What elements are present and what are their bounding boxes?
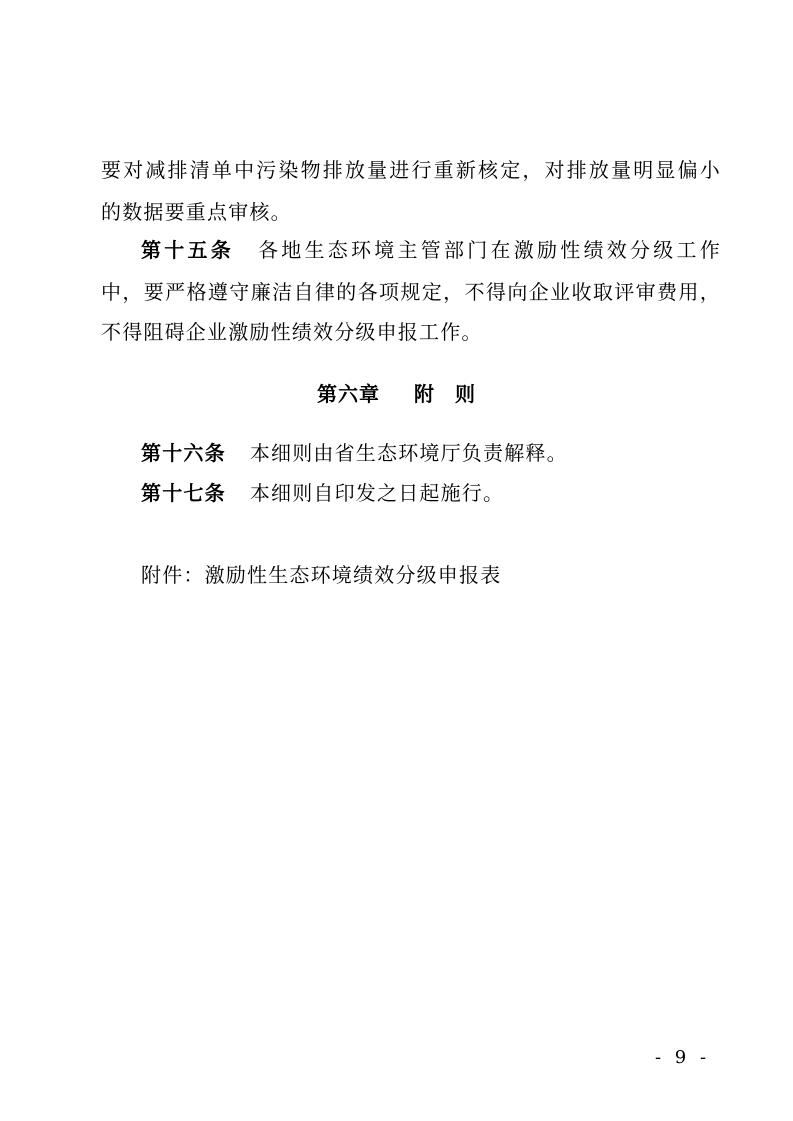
article-17-line [141,479,721,507]
article-15-line [101,278,721,306]
chapter-title-part: 则 [455,382,476,406]
article-16-number: 第十六条 [141,441,226,465]
paragraph-line [101,198,721,226]
chapter-title-part: 附 [414,382,435,406]
chapter-number: 第六章 [317,382,380,406]
paragraph-text: 要对减排清单中污染物排放量进行重新核定，对排放量明显偏小 [101,158,721,182]
attachment-text: 附件：激励性生态环境绩效分级申报表 [141,563,502,587]
article-17-text: 本细则自印发之日起施行。 [249,481,505,505]
article-15-line [141,236,721,264]
article-15-text: 不得阻碍企业激励性绩效分级申报工作。 [101,320,483,344]
paragraph-line [101,156,721,184]
article-15-line [101,318,721,346]
article-16-text: 本细则由省生态环境厅负责解释。 [249,441,568,465]
attachment-line [141,561,721,589]
article-15-text: 各地生态环境主管部门在激励性绩效分级工作 [258,238,721,262]
article-16-line [141,439,721,467]
article-15-number: 第十五条 [141,238,235,262]
article-15-text: 中，要严格遵守廉洁自律的各项规定，不得向企业收取评审费用， [101,280,721,304]
article-17-number: 第十七条 [141,481,226,505]
chapter-heading [0,380,793,408]
paragraph-text: 的数据要重点审核。 [101,200,292,224]
page-number: - 9 - [655,1047,711,1068]
